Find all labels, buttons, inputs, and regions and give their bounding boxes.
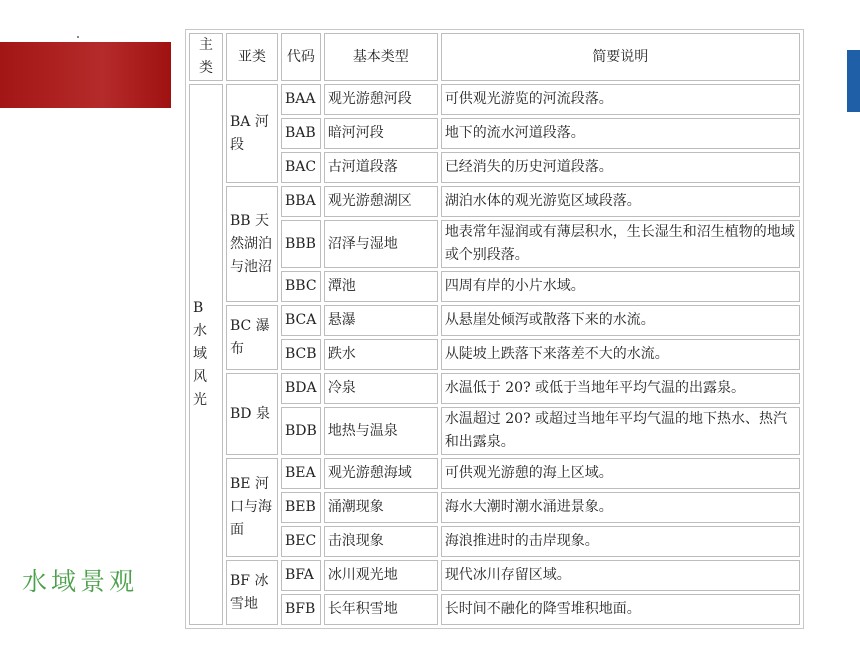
desc-cell: 可供观光游憩的海上区域。 <box>441 458 800 489</box>
code-cell: BFA <box>281 560 321 591</box>
desc-cell: 地下的流水河道段落。 <box>441 118 800 149</box>
side-title: 水域景观 <box>22 567 139 596</box>
subclass-cell: BF 冰雪地 <box>226 560 278 625</box>
header-basic-type: 基本类型 <box>324 33 438 81</box>
table-body <box>189 33 800 625</box>
desc-cell: 已经消失的历史河道段落。 <box>441 152 800 183</box>
type-cell: 观光游憩海域 <box>324 458 438 489</box>
desc-cell: 四周有岸的小片水域。 <box>441 271 800 302</box>
code-cell: BEC <box>281 526 321 557</box>
classification-table <box>185 29 804 629</box>
code-cell: BCB <box>281 339 321 370</box>
type-cell: 击浪现象 <box>324 526 438 557</box>
code-cell: BBA <box>281 186 321 217</box>
table-row <box>189 152 800 183</box>
code-cell: BCA <box>281 305 321 336</box>
table-row <box>189 407 800 455</box>
desc-cell: 海浪推进时的击岸现象。 <box>441 526 800 557</box>
code-cell: BEA <box>281 458 321 489</box>
code-cell: BAB <box>281 118 321 149</box>
header-code: 代码 <box>281 33 321 81</box>
type-cell: 悬瀑 <box>324 305 438 336</box>
type-cell: 涌潮现象 <box>324 492 438 523</box>
type-cell: 观光游憩湖区 <box>324 186 438 217</box>
red-accent-bar <box>0 42 171 108</box>
code-cell: BAC <box>281 152 321 183</box>
subclass-cell: BC 瀑布 <box>226 305 278 370</box>
desc-cell: 海水大潮时潮水涌进景象。 <box>441 492 800 523</box>
type-cell: 观光游憩河段 <box>324 84 438 115</box>
table-row <box>189 373 800 404</box>
type-cell: 冰川观光地 <box>324 560 438 591</box>
type-cell: 沼泽与湿地 <box>324 220 438 268</box>
type-cell: 跌水 <box>324 339 438 370</box>
code-cell: BBB <box>281 220 321 268</box>
table-row <box>189 594 800 625</box>
header-row <box>189 33 800 81</box>
desc-cell: 从陡坡上跌落下来落差不大的水流。 <box>441 339 800 370</box>
type-cell: 冷泉 <box>324 373 438 404</box>
desc-cell: 长时间不融化的降雪堆积地面。 <box>441 594 800 625</box>
table-row <box>189 526 800 557</box>
code-cell: BDB <box>281 407 321 455</box>
decorative-dot <box>77 36 79 38</box>
type-cell: 古河道段落 <box>324 152 438 183</box>
subclass-cell: BB 天然湖泊与池沼 <box>226 186 278 302</box>
code-cell: BEB <box>281 492 321 523</box>
subclass-cell: BE 河口与海面 <box>226 458 278 557</box>
table-row <box>189 220 800 268</box>
desc-cell: 水温低于 20? 或低于当地年平均气温的出露泉。 <box>441 373 800 404</box>
blue-accent-bar <box>847 50 860 112</box>
code-cell: BFB <box>281 594 321 625</box>
table-row <box>189 305 800 336</box>
table-row <box>189 118 800 149</box>
table-row <box>189 492 800 523</box>
desc-cell: 水温超过 20? 或超过当地年平均气温的地下热水、热汽和出露泉。 <box>441 407 800 455</box>
table-row <box>189 458 800 489</box>
header-description: 简要说明 <box>441 33 800 81</box>
type-cell: 长年积雪地 <box>324 594 438 625</box>
header-subclass: 亚类 <box>226 33 278 81</box>
header-main-class: 主类 <box>189 33 223 81</box>
subclass-cell: BD 泉 <box>226 373 278 455</box>
desc-cell: 现代冰川存留区域。 <box>441 560 800 591</box>
table-row <box>189 186 800 217</box>
desc-cell: 可供观光游览的河流段落。 <box>441 84 800 115</box>
code-cell: BAA <box>281 84 321 115</box>
main-class-cell: B 水域风光 <box>189 84 223 625</box>
table-row <box>189 339 800 370</box>
desc-cell: 湖泊水体的观光游览区域段落。 <box>441 186 800 217</box>
code-cell: BBC <box>281 271 321 302</box>
type-cell: 地热与温泉 <box>324 407 438 455</box>
desc-cell: 从悬崖处倾泻或散落下来的水流。 <box>441 305 800 336</box>
desc-cell: 地表常年湿润或有薄层积水，生长湿生和沼生植物的地域或个别段落。 <box>441 220 800 268</box>
code-cell: BDA <box>281 373 321 404</box>
type-cell: 潭池 <box>324 271 438 302</box>
table-row <box>189 560 800 591</box>
subclass-cell: BA 河段 <box>226 84 278 183</box>
table-row <box>189 84 800 115</box>
type-cell: 暗河河段 <box>324 118 438 149</box>
table-row <box>189 271 800 302</box>
